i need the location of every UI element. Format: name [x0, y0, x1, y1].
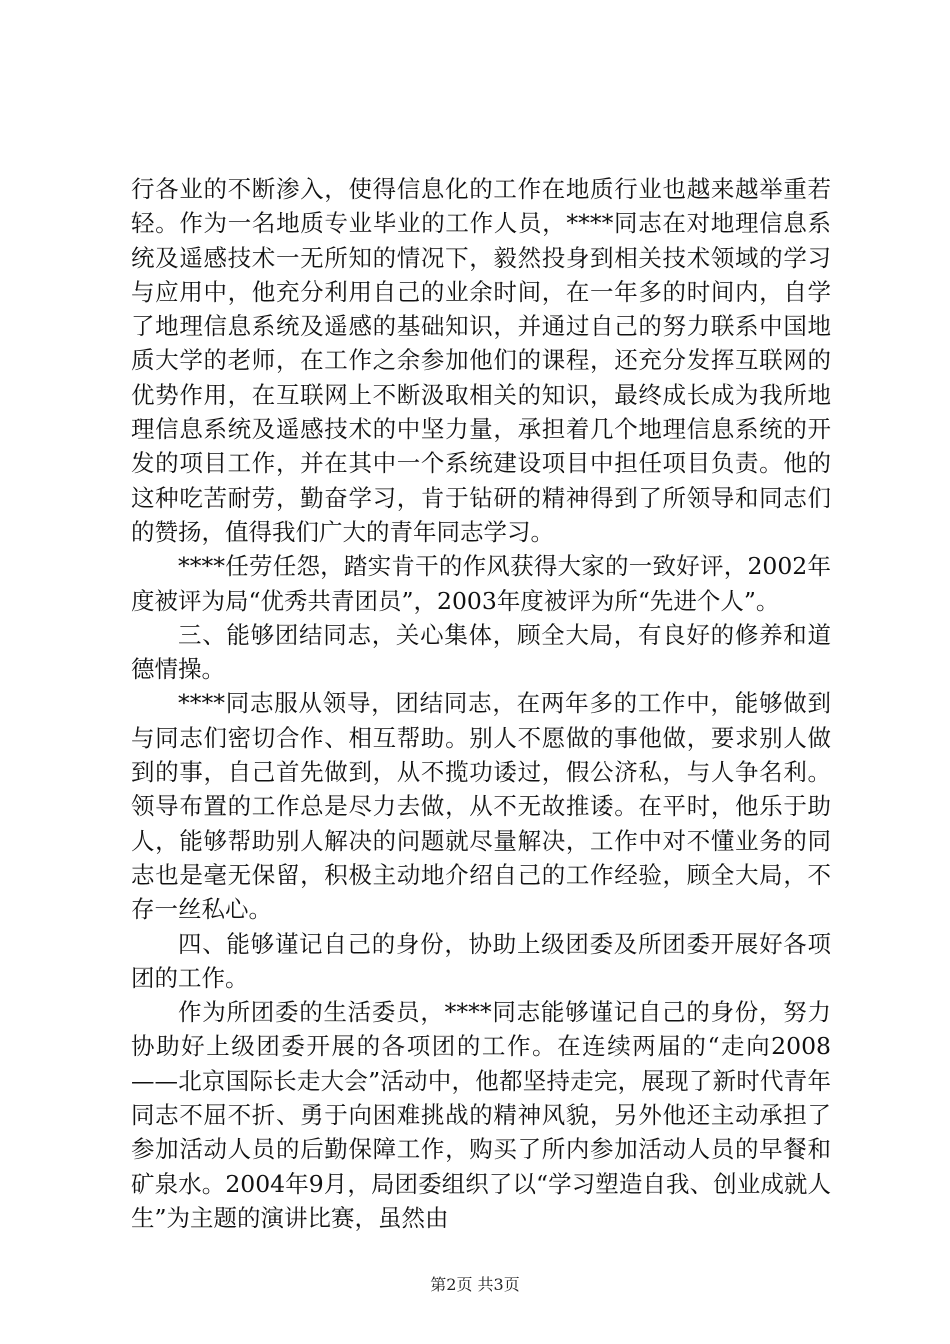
document-body: [131, 172, 831, 1235]
paragraph-praise: ****任劳任怨，踏实肯干的作风获得大家的一致好评，2002年度被评为局“优秀共青团员”，2003年度被评为所“先进个人”。: [131, 552, 831, 615]
page-footer: 第2页 共3页: [430, 1275, 520, 1294]
paragraph-teamwork: ****同志服从领导，团结同志，在两年多的工作中，能够做到与同志们密切合作、相互帮助。别人不愿做的事他做，要求别人做到的事，自己首先做到，从不揽功诿过，假公济私，与人争名利。领导布置的工作总是尽力去做，从不无故推诿。在平时，他乐于助人，能够帮助别人解决的问题就尽量解决，工作中对不懂业务的同志也是毫无保留，积极主动地介绍自己的工作经验，顾全大局，不存一丝私心。: [131, 689, 831, 924]
section-heading-4: 四、能够谨记自己的身份，协助上级团委及所团委开展好各项团的工作。: [131, 929, 831, 992]
paragraph-continuation: 行各业的不断渗入，使得信息化的工作在地质行业也越来越举重若轻。作为一名地质专业毕业的工作人员，****同志在对地理信息系统及遥感技术一无所知的情况下，毅然投身到相关技术领域的学习与应用中，他充分利用自己的业余时间，在一年多的时间内，自学了地理信息系统及遥感的基础知识，并通过自己的努力联系中国地质大学的老师，在工作之余参加他们的课程，还充分发挥互联网的优势作用，在互联网上不断汲取相关的知识，最终成长成为我所地理信息系统及遥感技术的中坚力量，承担着几个地理信息系统的开发的项目工作，并在其中一个系统建设项目中担任项目负责。他的这种吃苦耐劳，勤奋学习，肯于钻研的精神得到了所领导和同志们的赞扬，值得我们广大的青年同志学习。: [131, 175, 831, 546]
section-heading-3: 三、能够团结同志，关心集体，顾全大局，有良好的修养和道德情操。: [131, 620, 831, 684]
paragraph-league-work: 作为所团委的生活委员，****同志能够谨记自己的身份，努力协助好上级团委开展的各项团的工作。在连续两届的“走向2008——北京国际长走大会”活动中，他都坚持走完，展现了新时代青年同志不屈不折、勇于向困难挑战的精神风貌，另外他还主动承担了参加活动人员的后勤保障工作，购买了所内参加活动人员的早餐和矿泉水。2004年9月，局团委组织了以“学习塑造自我、创业成就人生”为主题的演讲比赛，虽然由: [131, 998, 831, 1232]
